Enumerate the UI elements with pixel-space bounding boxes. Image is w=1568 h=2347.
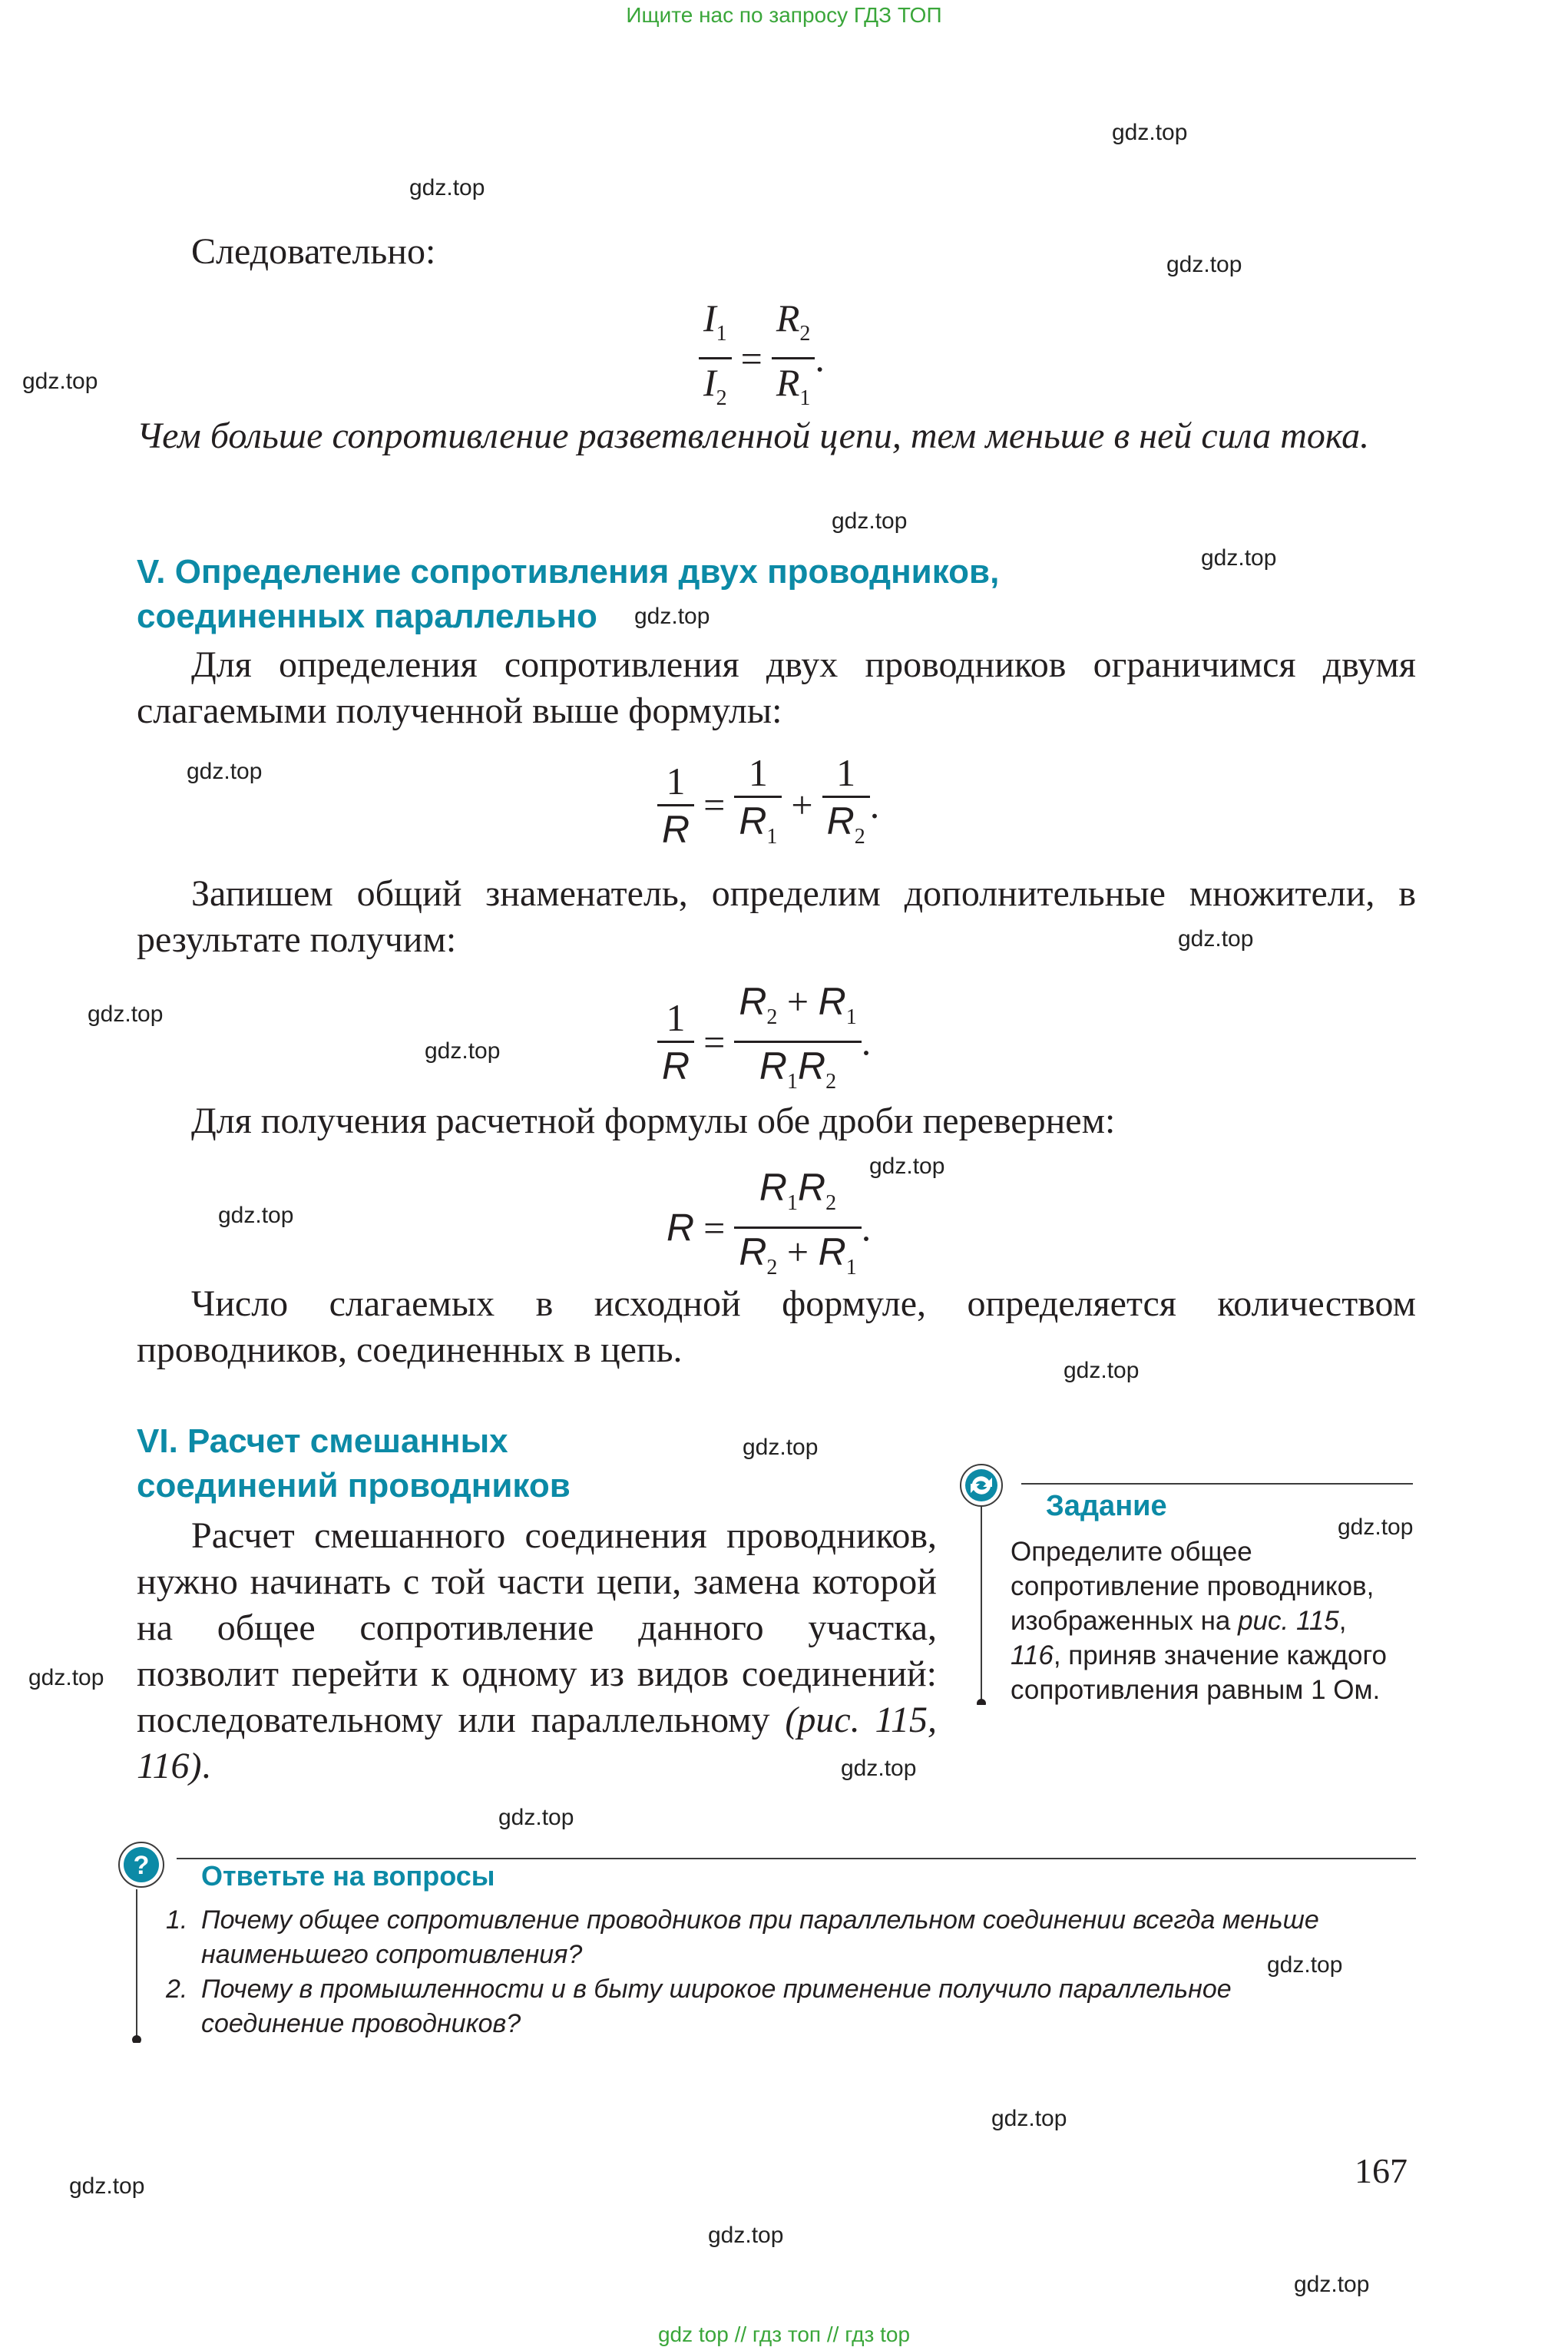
formula-parallel-sum: $\frac{1}{R}$ = $\frac{1}{R_1}$ + $\frac{1}{R_2}$ . bbox=[657, 750, 879, 860]
watermark: gdz.top bbox=[425, 1038, 501, 1064]
consequently-text: Следовательно: bbox=[191, 231, 436, 272]
watermark: gdz.top bbox=[1294, 2272, 1370, 2297]
watermark: gdz.top bbox=[841, 1756, 917, 1781]
top-banner[interactable]: Ищите нас по запросу ГДЗ ТОП bbox=[626, 3, 942, 27]
paragraph-2: Запишем общий знаменатель, определим дополнительные множители, в результате получим: bbox=[137, 873, 1416, 960]
watermark: gdz.top bbox=[498, 1805, 574, 1830]
watermark: gdz.top bbox=[1267, 1952, 1343, 1978]
watermark: gdz.top bbox=[409, 175, 485, 200]
formula-common-denominator: $\frac{1}{R}$ = $\frac{R_2 + R_1}{R_1R_2}$ . bbox=[657, 978, 871, 1105]
watermark: gdz.top bbox=[1064, 1358, 1140, 1383]
watermark: gdz.top bbox=[187, 759, 263, 784]
watermark: gdz.top bbox=[708, 2223, 784, 2248]
section6-heading: VI. Расчет смешанных соединений проводников bbox=[137, 1422, 571, 1505]
paragraph-3: Для получения расчетной формулы обе дроби перевернем: bbox=[191, 1101, 1116, 1141]
paragraph-4: Число слагаемых в исходной формуле, определяется количеством проводников, соединенных в цепь. bbox=[137, 1283, 1416, 1370]
section5-heading: V. Определение сопротивления двух проводников, соединенных параллельно bbox=[137, 553, 1000, 635]
formula-current-ratio: $\frac{I_1}{I_2}$ = $\frac{R_2}{R_1}$ . bbox=[699, 295, 825, 422]
svg-text:?: ? bbox=[133, 1851, 150, 1880]
watermark: gdz.top bbox=[218, 1203, 294, 1228]
watermark: gdz.top bbox=[22, 369, 98, 394]
question-number: 2. bbox=[166, 1975, 188, 2004]
watermark: gdz.top bbox=[28, 1665, 104, 1690]
bottom-banner[interactable]: gdz top // гдз топ // гдз top bbox=[657, 2322, 911, 2346]
formula-result: R = $\frac{R_1R_2}{R_2 + R_1}$ . bbox=[667, 1166, 872, 1279]
figure-reference: (рис. 115, 116) bbox=[137, 1700, 937, 1786]
fraction-currents: $\frac{I_1}{I_2}$ bbox=[699, 295, 732, 422]
question-icon bbox=[118, 1842, 164, 1888]
watermark: gdz.top bbox=[1178, 926, 1254, 952]
page-number: 167 bbox=[1355, 2151, 1408, 2190]
watermark: gdz.top bbox=[1201, 545, 1277, 571]
question-item: Почему в промышленности и в быту широкое применение получило параллельное соединение проводников? bbox=[201, 1975, 1232, 2038]
task-text: Определите общее сопротивление проводников, изображенных на рис. 115, 116, приняв значение каждого сопротивления равным 1 Ом. bbox=[1011, 1537, 1387, 1705]
fraction-resistances: $\frac{R_2}{R_1}$ bbox=[772, 295, 815, 422]
watermark: gdz.top bbox=[88, 1001, 164, 1027]
rule-text: Чем больше сопротивление разветвленной цепи, тем меньше в ней сила тока. bbox=[137, 415, 1370, 456]
question-item: Почему общее сопротивление проводников при параллельном соединении всегда меньше наименьшего сопротивления? bbox=[201, 1905, 1319, 1969]
watermark: gdz.top bbox=[1338, 1514, 1414, 1540]
watermark: gdz.top bbox=[1112, 120, 1188, 145]
watermark: gdz.top bbox=[1166, 252, 1242, 277]
watermark: gdz.top bbox=[832, 508, 908, 534]
watermark: gdz.top bbox=[634, 604, 710, 629]
watermark: gdz.top bbox=[991, 2106, 1067, 2131]
paragraph-1: Для определения сопротивления двух проводников ограничимся двумя слагаемыми полученной выше формулы: bbox=[137, 644, 1416, 731]
questions-title: Ответьте на вопросы bbox=[201, 1860, 495, 1892]
refresh-icon bbox=[960, 1464, 1003, 1507]
watermark: gdz.top bbox=[869, 1154, 945, 1179]
paragraph-5: Расчет смешанного соединения проводников, нужно начинать с той части цепи, замена которой на общее сопротивление данного участка, позволит перейти к одному из видов соединений: последовательному или параллельному (рис. 115, 116). bbox=[137, 1515, 937, 1786]
watermark: gdz.top bbox=[69, 2173, 145, 2199]
task-title: Задание bbox=[1046, 1490, 1167, 1522]
question-number: 1. bbox=[166, 1905, 188, 1935]
watermark: gdz.top bbox=[743, 1435, 819, 1460]
